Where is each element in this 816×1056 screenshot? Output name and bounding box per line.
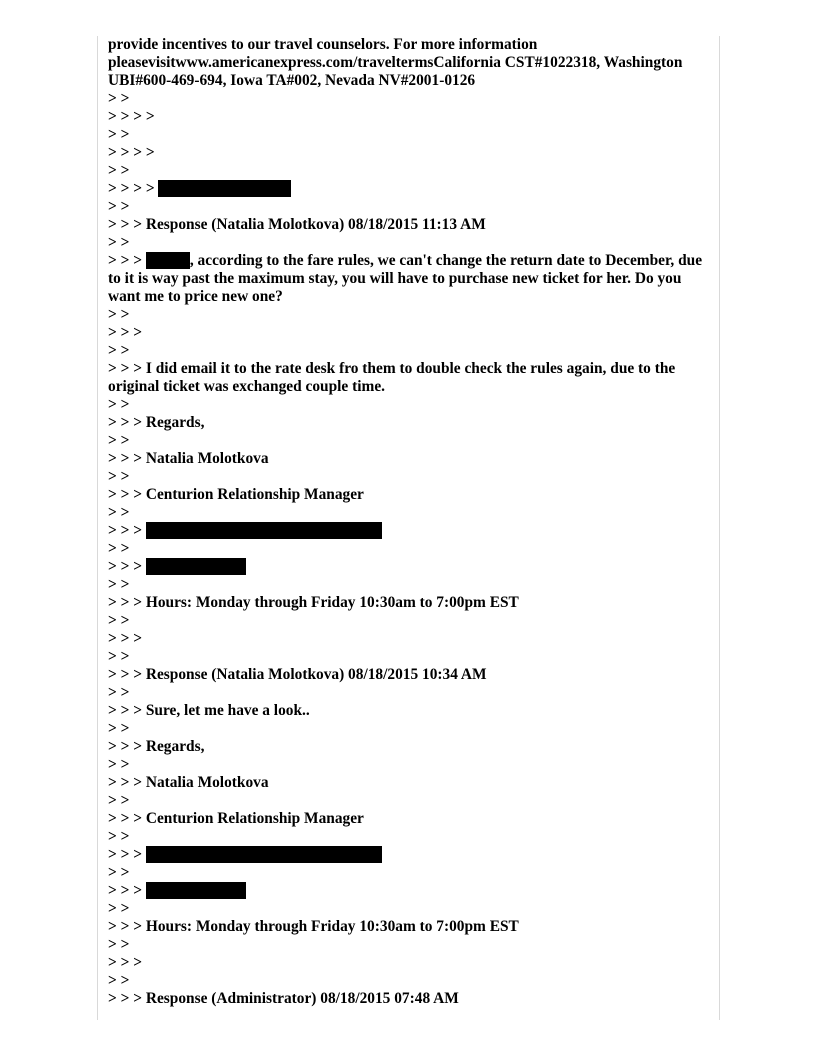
- response-body: > > > I did email it to the rate desk fro them to double check the rules again, due to the original ticket was exchanged couple time.: [108, 360, 680, 395]
- response-header: > > > Response (Administrator) 08/18/2015 07:48 AM: [108, 990, 459, 1007]
- quote-line: > >: [108, 936, 130, 953]
- quote-line: > >: [108, 540, 130, 557]
- quote-line: > >: [108, 396, 130, 413]
- response-body: > > > , according to the fare rules, we can't change the return date to December, due to it is way past the maximum stay, you will have to purchase new ticket for her. Do you want me to price new one?: [108, 252, 706, 305]
- disclaimer-text: provide incentives to our travel counselors. For more information pleasevisitwww.americanexpress.com/traveltermsCalifornia CST#1022318, Washington UBI#600-469-694, Iowa TA#002, Nevada NV#2001-0126: [108, 36, 687, 89]
- email-thread-document: [108, 36, 712, 1008]
- quote-line: > >: [108, 720, 130, 737]
- redaction-bar: [146, 522, 382, 539]
- quote-line: > >: [108, 864, 130, 881]
- quote-line: > > > >: [108, 144, 155, 161]
- redaction-bar: [146, 882, 246, 899]
- quote-line: > >: [108, 198, 130, 215]
- quote-line: > >: [108, 126, 130, 143]
- redaction-bar: [158, 180, 291, 197]
- redaction-bar: [146, 558, 246, 575]
- redaction-bar: [146, 846, 382, 863]
- quote-line: > >: [108, 468, 130, 485]
- quote-line: > >: [108, 162, 130, 179]
- signature-redacted: > > >: [108, 882, 712, 900]
- response-header: > > > Response (Natalia Molotkova) 08/18/2015 10:34 AM: [108, 666, 487, 683]
- quote-line: > >: [108, 612, 130, 629]
- response-body: > > > Sure, let me have a look..: [108, 702, 310, 719]
- quote-line: > >: [108, 90, 130, 107]
- quote-line: > >: [108, 900, 130, 917]
- quote-line: > >: [108, 342, 130, 359]
- page-border-left: [97, 36, 98, 1020]
- signature-name: > > > Natalia Molotkova: [108, 450, 269, 467]
- signature-title: > > > Centurion Relationship Manager: [108, 810, 364, 827]
- quote-line: > >: [108, 972, 130, 989]
- signature-hours: > > > Hours: Monday through Friday 10:30am to 7:00pm EST: [108, 594, 519, 611]
- quote-line: > > > >: [108, 108, 155, 125]
- redaction-bar: [146, 252, 190, 269]
- signature-redacted: > > >: [108, 522, 712, 540]
- quote-line: > >: [108, 792, 130, 809]
- quote-line-redacted: > > > >: [108, 180, 712, 198]
- signature-name: > > > Natalia Molotkova: [108, 774, 269, 791]
- quote-line: > > >: [108, 324, 143, 341]
- page-border-right: [719, 36, 720, 1020]
- response-header: > > > Response (Natalia Molotkova) 08/18/2015 11:13 AM: [108, 216, 486, 233]
- signature-redacted: > > >: [108, 846, 712, 864]
- quote-line: > >: [108, 684, 130, 701]
- signature-title: > > > Centurion Relationship Manager: [108, 486, 364, 503]
- signature-redacted: > > >: [108, 558, 712, 576]
- quote-line: > >: [108, 576, 130, 593]
- quote-line: > >: [108, 828, 130, 845]
- signature-hours: > > > Hours: Monday through Friday 10:30am to 7:00pm EST: [108, 918, 519, 935]
- quote-line: > >: [108, 306, 130, 323]
- quote-line: > >: [108, 234, 130, 251]
- quote-line: > >: [108, 756, 130, 773]
- quote-line: > >: [108, 432, 130, 449]
- signature-regards: > > > Regards,: [108, 738, 205, 755]
- quote-line: > > >: [108, 630, 143, 647]
- quote-line: > > >: [108, 954, 143, 971]
- signature-regards: > > > Regards,: [108, 414, 205, 431]
- quote-line: > >: [108, 504, 130, 521]
- quote-line: > >: [108, 648, 130, 665]
